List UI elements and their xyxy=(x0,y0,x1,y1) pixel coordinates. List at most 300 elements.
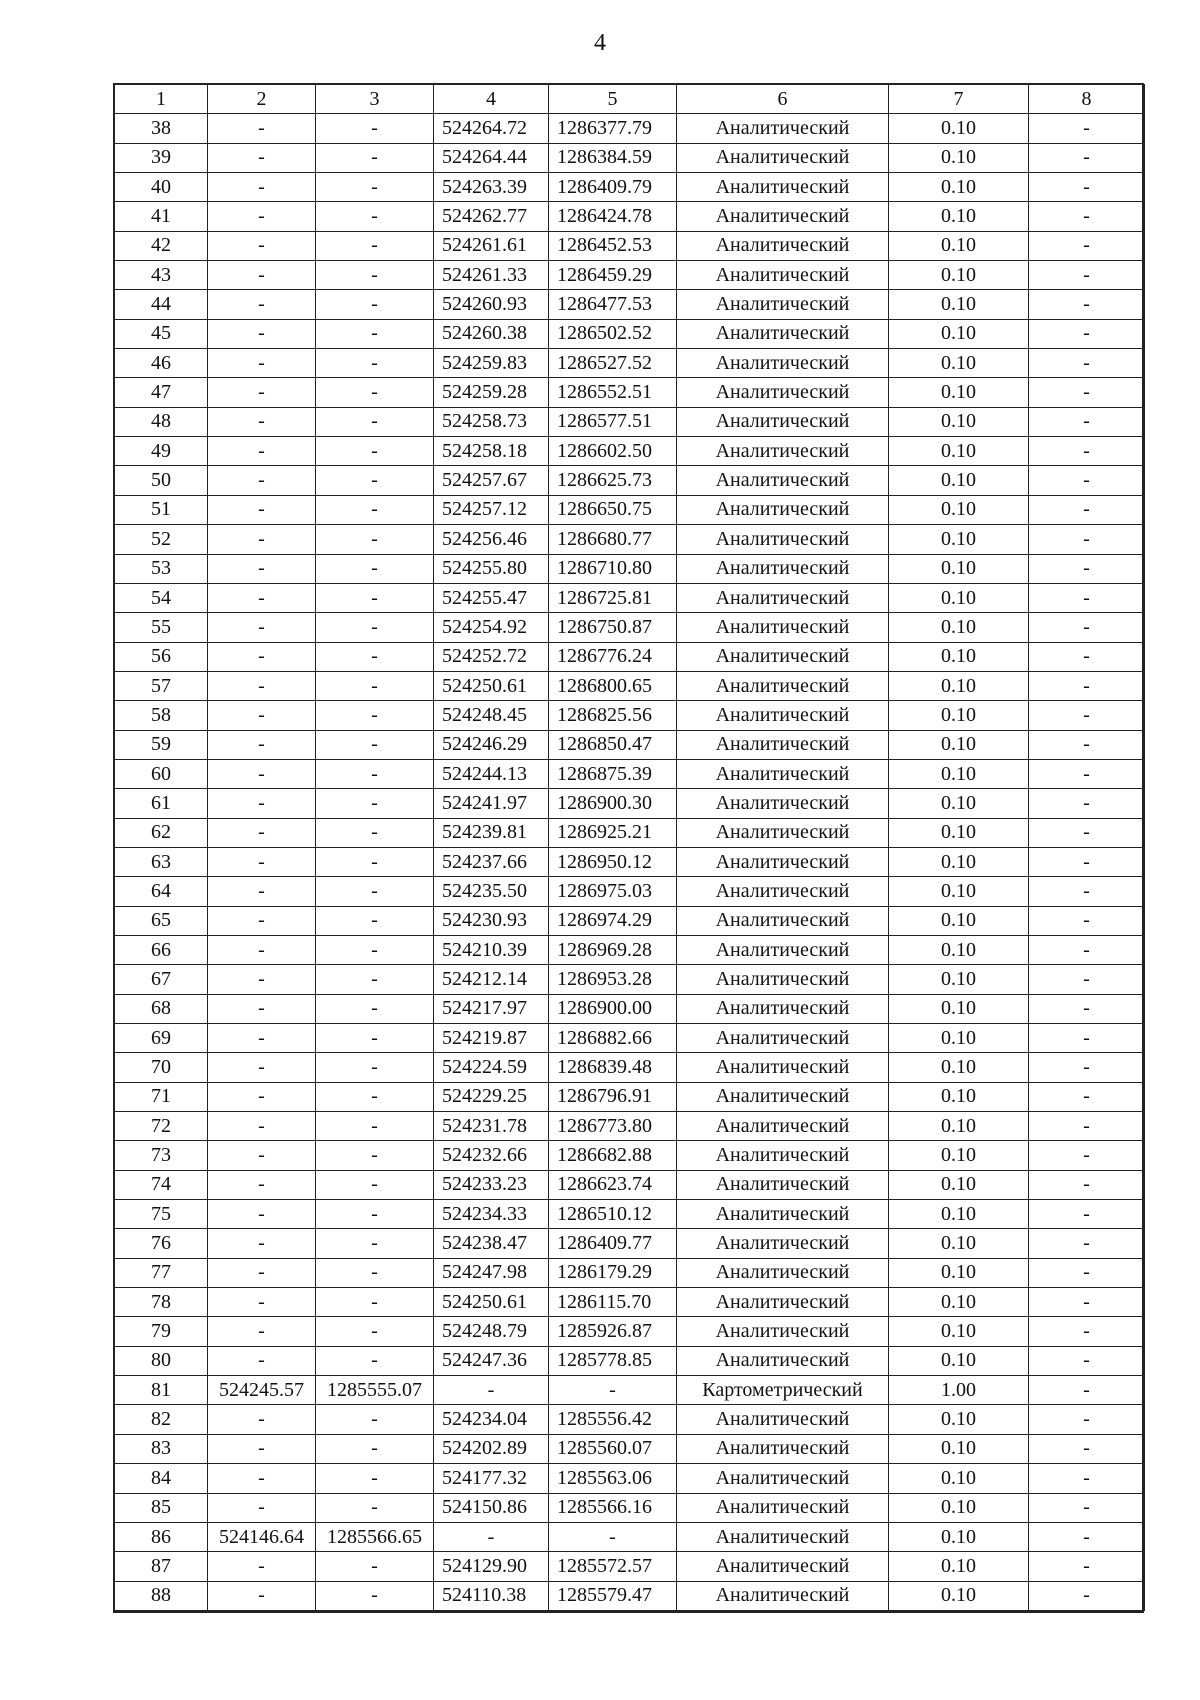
old-x-cell: - xyxy=(208,642,316,671)
point-number-cell: 38 xyxy=(115,114,208,143)
accuracy-cell: 0.10 xyxy=(889,1024,1029,1053)
new-y-cell: 1286409.79 xyxy=(549,173,677,202)
old-y-cell: - xyxy=(316,143,434,172)
description-cell: - xyxy=(1029,1170,1145,1199)
new-x-cell: 524257.67 xyxy=(434,466,549,495)
old-y-cell: - xyxy=(316,1405,434,1434)
description-cell: - xyxy=(1029,1464,1145,1493)
table-row xyxy=(115,1434,1145,1463)
accuracy-cell: 0.10 xyxy=(889,1317,1029,1346)
point-number-cell: 69 xyxy=(115,1024,208,1053)
new-y-cell: 1286650.75 xyxy=(549,495,677,524)
point-number-cell: 51 xyxy=(115,495,208,524)
column-header: 2 xyxy=(208,85,316,114)
new-y-cell: 1285579.47 xyxy=(549,1581,677,1610)
old-x-cell: - xyxy=(208,1288,316,1317)
table-row xyxy=(115,1082,1145,1111)
new-x-cell: 524217.97 xyxy=(434,994,549,1023)
accuracy-cell: 0.10 xyxy=(889,554,1029,583)
new-y-cell: 1286115.70 xyxy=(549,1288,677,1317)
method-cell: Аналитический xyxy=(677,231,889,260)
old-y-cell: - xyxy=(316,1200,434,1229)
point-number-cell: 60 xyxy=(115,759,208,788)
table-row xyxy=(115,1552,1145,1581)
accuracy-cell: 0.10 xyxy=(889,1581,1029,1610)
old-y-cell: - xyxy=(316,554,434,583)
new-y-cell: 1286179.29 xyxy=(549,1258,677,1287)
new-x-cell: 524258.73 xyxy=(434,407,549,436)
new-y-cell: 1286409.77 xyxy=(549,1229,677,1258)
point-number-cell: 49 xyxy=(115,437,208,466)
new-x-cell: 524252.72 xyxy=(434,642,549,671)
description-cell: - xyxy=(1029,143,1145,172)
old-x-cell: - xyxy=(208,789,316,818)
old-x-cell: - xyxy=(208,1493,316,1522)
new-x-cell: 524257.12 xyxy=(434,495,549,524)
column-header: 8 xyxy=(1029,85,1145,114)
new-x-cell: 524248.79 xyxy=(434,1317,549,1346)
new-y-cell: 1286452.53 xyxy=(549,231,677,260)
point-number-cell: 40 xyxy=(115,173,208,202)
old-y-cell: - xyxy=(316,1493,434,1522)
point-number-cell: 53 xyxy=(115,554,208,583)
point-number-cell: 63 xyxy=(115,847,208,876)
method-cell: Аналитический xyxy=(677,1229,889,1258)
table-row xyxy=(115,1229,1145,1258)
old-y-cell: - xyxy=(316,1258,434,1287)
new-y-cell: 1286850.47 xyxy=(549,730,677,759)
method-cell: Аналитический xyxy=(677,378,889,407)
point-number-cell: 84 xyxy=(115,1464,208,1493)
description-cell: - xyxy=(1029,202,1145,231)
table-row xyxy=(115,1200,1145,1229)
method-cell: Аналитический xyxy=(677,789,889,818)
new-y-cell: 1286502.52 xyxy=(549,319,677,348)
method-cell: Аналитический xyxy=(677,495,889,524)
description-cell: - xyxy=(1029,671,1145,700)
new-x-cell: 524231.78 xyxy=(434,1112,549,1141)
accuracy-cell: 0.10 xyxy=(889,437,1029,466)
table-row xyxy=(115,642,1145,671)
old-x-cell: - xyxy=(208,935,316,964)
new-y-cell: 1286682.88 xyxy=(549,1141,677,1170)
old-y-cell: - xyxy=(316,495,434,524)
accuracy-cell: 0.10 xyxy=(889,466,1029,495)
old-y-cell: - xyxy=(316,1317,434,1346)
new-y-cell: 1286602.50 xyxy=(549,437,677,466)
column-header: 3 xyxy=(316,85,434,114)
old-y-cell: - xyxy=(316,407,434,436)
description-cell: - xyxy=(1029,173,1145,202)
old-x-cell: - xyxy=(208,1200,316,1229)
method-cell: Аналитический xyxy=(677,1141,889,1170)
old-y-cell: - xyxy=(316,847,434,876)
point-number-cell: 50 xyxy=(115,466,208,495)
new-x-cell: 524255.47 xyxy=(434,583,549,612)
table-body xyxy=(115,114,1145,1611)
accuracy-cell: 0.10 xyxy=(889,1170,1029,1199)
method-cell: Аналитический xyxy=(677,642,889,671)
description-cell: - xyxy=(1029,349,1145,378)
point-number-cell: 86 xyxy=(115,1522,208,1551)
new-y-cell: 1286800.65 xyxy=(549,671,677,700)
method-cell: Аналитический xyxy=(677,1112,889,1141)
old-x-cell: - xyxy=(208,906,316,935)
old-x-cell: - xyxy=(208,701,316,730)
new-x-cell: 524255.80 xyxy=(434,554,549,583)
method-cell: Аналитический xyxy=(677,554,889,583)
new-y-cell: 1286625.73 xyxy=(549,466,677,495)
description-cell: - xyxy=(1029,1522,1145,1551)
point-number-cell: 64 xyxy=(115,877,208,906)
column-header: 5 xyxy=(549,85,677,114)
table-row xyxy=(115,730,1145,759)
accuracy-cell: 1.00 xyxy=(889,1376,1029,1405)
method-cell: Аналитический xyxy=(677,1053,889,1082)
old-y-cell: - xyxy=(316,759,434,788)
old-y-cell: - xyxy=(316,466,434,495)
old-y-cell: - xyxy=(316,1464,434,1493)
old-x-cell: - xyxy=(208,1170,316,1199)
new-y-cell: 1286459.29 xyxy=(549,261,677,290)
point-number-cell: 67 xyxy=(115,965,208,994)
new-x-cell: 524234.04 xyxy=(434,1405,549,1434)
table-row xyxy=(115,114,1145,143)
old-y-cell: - xyxy=(316,1082,434,1111)
new-x-cell: 524232.66 xyxy=(434,1141,549,1170)
old-y-cell: - xyxy=(316,1229,434,1258)
old-y-cell: - xyxy=(316,935,434,964)
old-x-cell: - xyxy=(208,965,316,994)
table-row xyxy=(115,407,1145,436)
accuracy-cell: 0.10 xyxy=(889,906,1029,935)
new-x-cell: 524262.77 xyxy=(434,202,549,231)
old-y-cell: - xyxy=(316,613,434,642)
accuracy-cell: 0.10 xyxy=(889,1141,1029,1170)
new-y-cell: 1285566.16 xyxy=(549,1493,677,1522)
method-cell: Аналитический xyxy=(677,671,889,700)
description-cell: - xyxy=(1029,261,1145,290)
accuracy-cell: 0.10 xyxy=(889,173,1029,202)
table-row xyxy=(115,319,1145,348)
description-cell: - xyxy=(1029,1552,1145,1581)
old-y-cell: - xyxy=(316,818,434,847)
old-x-cell: - xyxy=(208,1053,316,1082)
old-x-cell: - xyxy=(208,818,316,847)
old-x-cell: - xyxy=(208,437,316,466)
point-number-cell: 81 xyxy=(115,1376,208,1405)
table-row xyxy=(115,290,1145,319)
table-row xyxy=(115,231,1145,260)
accuracy-cell: 0.10 xyxy=(889,1053,1029,1082)
description-cell: - xyxy=(1029,1229,1145,1258)
description-cell: - xyxy=(1029,965,1145,994)
old-y-cell: - xyxy=(316,906,434,935)
new-x-cell: 524224.59 xyxy=(434,1053,549,1082)
old-y-cell: - xyxy=(316,1434,434,1463)
point-number-cell: 83 xyxy=(115,1434,208,1463)
new-y-cell: 1286384.59 xyxy=(549,143,677,172)
description-cell: - xyxy=(1029,1493,1145,1522)
new-y-cell: 1286825.56 xyxy=(549,701,677,730)
old-y-cell: - xyxy=(316,290,434,319)
method-cell: Аналитический xyxy=(677,261,889,290)
point-number-cell: 61 xyxy=(115,789,208,818)
method-cell: Аналитический xyxy=(677,1317,889,1346)
new-y-cell: 1286796.91 xyxy=(549,1082,677,1111)
accuracy-cell: 0.10 xyxy=(889,261,1029,290)
old-x-cell: - xyxy=(208,613,316,642)
column-header: 6 xyxy=(677,85,889,114)
accuracy-cell: 0.10 xyxy=(889,1522,1029,1551)
old-y-cell: - xyxy=(316,349,434,378)
table-row xyxy=(115,1053,1145,1082)
old-x-cell: - xyxy=(208,847,316,876)
new-x-cell: 524246.29 xyxy=(434,730,549,759)
description-cell: - xyxy=(1029,231,1145,260)
description-cell: - xyxy=(1029,583,1145,612)
table-row xyxy=(115,1112,1145,1141)
method-cell: Аналитический xyxy=(677,1581,889,1610)
point-number-cell: 72 xyxy=(115,1112,208,1141)
new-x-cell: 524248.45 xyxy=(434,701,549,730)
table-row xyxy=(115,847,1145,876)
method-cell: Аналитический xyxy=(677,202,889,231)
description-cell: - xyxy=(1029,378,1145,407)
method-cell: Аналитический xyxy=(677,906,889,935)
description-cell: - xyxy=(1029,290,1145,319)
description-cell: - xyxy=(1029,1024,1145,1053)
new-x-cell: 524233.23 xyxy=(434,1170,549,1199)
table-row xyxy=(115,1288,1145,1317)
method-cell: Аналитический xyxy=(677,319,889,348)
old-y-cell: - xyxy=(316,965,434,994)
table-row xyxy=(115,1464,1145,1493)
method-cell: Аналитический xyxy=(677,1434,889,1463)
page-number: 4 xyxy=(594,30,606,56)
accuracy-cell: 0.10 xyxy=(889,759,1029,788)
method-cell: Аналитический xyxy=(677,1552,889,1581)
table-row xyxy=(115,261,1145,290)
description-cell: - xyxy=(1029,935,1145,964)
table-header-row xyxy=(115,85,1145,114)
new-y-cell: 1286839.48 xyxy=(549,1053,677,1082)
old-x-cell: 524245.57 xyxy=(208,1376,316,1405)
new-x-cell: 524230.93 xyxy=(434,906,549,935)
point-number-cell: 44 xyxy=(115,290,208,319)
old-y-cell: - xyxy=(316,1141,434,1170)
point-number-cell: 68 xyxy=(115,994,208,1023)
description-cell: - xyxy=(1029,759,1145,788)
old-x-cell: - xyxy=(208,1317,316,1346)
accuracy-cell: 0.10 xyxy=(889,994,1029,1023)
table-row xyxy=(115,759,1145,788)
accuracy-cell: 0.10 xyxy=(889,1082,1029,1111)
description-cell: - xyxy=(1029,1200,1145,1229)
table-row xyxy=(115,1405,1145,1434)
table-row xyxy=(115,789,1145,818)
description-cell: - xyxy=(1029,994,1145,1023)
new-x-cell: 524244.13 xyxy=(434,759,549,788)
accuracy-cell: 0.10 xyxy=(889,231,1029,260)
table-row xyxy=(115,877,1145,906)
table-row xyxy=(115,143,1145,172)
description-cell: - xyxy=(1029,525,1145,554)
new-y-cell: 1286680.77 xyxy=(549,525,677,554)
new-x-cell: 524264.44 xyxy=(434,143,549,172)
method-cell: Аналитический xyxy=(677,466,889,495)
new-x-cell: 524150.86 xyxy=(434,1493,549,1522)
accuracy-cell: 0.10 xyxy=(889,290,1029,319)
point-number-cell: 48 xyxy=(115,407,208,436)
point-number-cell: 78 xyxy=(115,1288,208,1317)
new-x-cell: - xyxy=(434,1376,549,1405)
point-number-cell: 87 xyxy=(115,1552,208,1581)
accuracy-cell: 0.10 xyxy=(889,378,1029,407)
point-number-cell: 80 xyxy=(115,1346,208,1375)
old-y-cell: - xyxy=(316,1346,434,1375)
old-x-cell: - xyxy=(208,173,316,202)
point-number-cell: 88 xyxy=(115,1581,208,1610)
accuracy-cell: 0.10 xyxy=(889,1200,1029,1229)
table-row xyxy=(115,1346,1145,1375)
new-x-cell: 524263.39 xyxy=(434,173,549,202)
accuracy-cell: 0.10 xyxy=(889,525,1029,554)
old-x-cell: - xyxy=(208,759,316,788)
method-cell: Аналитический xyxy=(677,1024,889,1053)
point-number-cell: 58 xyxy=(115,701,208,730)
new-y-cell: 1286900.30 xyxy=(549,789,677,818)
old-y-cell: - xyxy=(316,877,434,906)
method-cell: Аналитический xyxy=(677,143,889,172)
accuracy-cell: 0.10 xyxy=(889,671,1029,700)
method-cell: Аналитический xyxy=(677,290,889,319)
accuracy-cell: 0.10 xyxy=(889,1434,1029,1463)
old-x-cell: - xyxy=(208,378,316,407)
accuracy-cell: 0.10 xyxy=(889,1346,1029,1375)
accuracy-cell: 0.10 xyxy=(889,847,1029,876)
old-y-cell: - xyxy=(316,114,434,143)
old-x-cell: - xyxy=(208,1024,316,1053)
old-y-cell: - xyxy=(316,701,434,730)
point-number-cell: 45 xyxy=(115,319,208,348)
method-cell: Аналитический xyxy=(677,1493,889,1522)
new-x-cell: 524235.50 xyxy=(434,877,549,906)
method-cell: Аналитический xyxy=(677,1082,889,1111)
description-cell: - xyxy=(1029,818,1145,847)
old-x-cell: - xyxy=(208,114,316,143)
accuracy-cell: 0.10 xyxy=(889,143,1029,172)
old-y-cell: - xyxy=(316,583,434,612)
accuracy-cell: 0.10 xyxy=(889,789,1029,818)
accuracy-cell: 0.10 xyxy=(889,1258,1029,1287)
accuracy-cell: 0.10 xyxy=(889,613,1029,642)
method-cell: Аналитический xyxy=(677,437,889,466)
description-cell: - xyxy=(1029,1288,1145,1317)
old-y-cell: - xyxy=(316,525,434,554)
old-y-cell: - xyxy=(316,1024,434,1053)
new-x-cell: 524202.89 xyxy=(434,1434,549,1463)
method-cell: Аналитический xyxy=(677,818,889,847)
old-y-cell: - xyxy=(316,994,434,1023)
old-y-cell: - xyxy=(316,671,434,700)
new-y-cell: 1286882.66 xyxy=(549,1024,677,1053)
table-row xyxy=(115,1581,1145,1610)
point-number-cell: 79 xyxy=(115,1317,208,1346)
point-number-cell: 47 xyxy=(115,378,208,407)
new-y-cell: 1285572.57 xyxy=(549,1552,677,1581)
accuracy-cell: 0.10 xyxy=(889,642,1029,671)
point-number-cell: 41 xyxy=(115,202,208,231)
new-x-cell: 524210.39 xyxy=(434,935,549,964)
new-x-cell: 524264.72 xyxy=(434,114,549,143)
old-x-cell: - xyxy=(208,583,316,612)
description-cell: - xyxy=(1029,1053,1145,1082)
new-x-cell: 524254.92 xyxy=(434,613,549,642)
new-y-cell: 1286776.24 xyxy=(549,642,677,671)
table-row xyxy=(115,671,1145,700)
old-x-cell: - xyxy=(208,202,316,231)
new-y-cell: 1286974.29 xyxy=(549,906,677,935)
point-number-cell: 73 xyxy=(115,1141,208,1170)
method-cell: Аналитический xyxy=(677,847,889,876)
point-number-cell: 66 xyxy=(115,935,208,964)
point-number-cell: 62 xyxy=(115,818,208,847)
description-cell: - xyxy=(1029,1581,1145,1610)
table-row xyxy=(115,173,1145,202)
old-x-cell: - xyxy=(208,554,316,583)
new-x-cell: 524177.32 xyxy=(434,1464,549,1493)
accuracy-cell: 0.10 xyxy=(889,1229,1029,1258)
old-y-cell: - xyxy=(316,231,434,260)
old-y-cell: - xyxy=(316,378,434,407)
new-x-cell: 524247.98 xyxy=(434,1258,549,1287)
old-x-cell: - xyxy=(208,1434,316,1463)
accuracy-cell: 0.10 xyxy=(889,1464,1029,1493)
point-number-cell: 75 xyxy=(115,1200,208,1229)
new-x-cell: 524129.90 xyxy=(434,1552,549,1581)
old-y-cell: - xyxy=(316,1581,434,1610)
old-y-cell: - xyxy=(316,261,434,290)
point-number-cell: 42 xyxy=(115,231,208,260)
description-cell: - xyxy=(1029,495,1145,524)
method-cell: Аналитический xyxy=(677,965,889,994)
point-number-cell: 57 xyxy=(115,671,208,700)
description-cell: - xyxy=(1029,466,1145,495)
new-y-cell: 1286577.51 xyxy=(549,407,677,436)
new-x-cell: 524212.14 xyxy=(434,965,549,994)
new-x-cell: 524256.46 xyxy=(434,525,549,554)
new-x-cell: 524261.61 xyxy=(434,231,549,260)
old-y-cell: 1285555.07 xyxy=(316,1376,434,1405)
old-y-cell: - xyxy=(316,202,434,231)
table-row xyxy=(115,349,1145,378)
old-x-cell: 524146.64 xyxy=(208,1522,316,1551)
method-cell: Аналитический xyxy=(677,613,889,642)
method-cell: Аналитический xyxy=(677,114,889,143)
table-row xyxy=(115,1493,1145,1522)
old-x-cell: - xyxy=(208,1229,316,1258)
description-cell: - xyxy=(1029,1258,1145,1287)
accuracy-cell: 0.10 xyxy=(889,114,1029,143)
accuracy-cell: 0.10 xyxy=(889,965,1029,994)
point-number-cell: 85 xyxy=(115,1493,208,1522)
new-y-cell: 1286975.03 xyxy=(549,877,677,906)
table-row xyxy=(115,935,1145,964)
old-y-cell: - xyxy=(316,437,434,466)
description-cell: - xyxy=(1029,1112,1145,1141)
old-x-cell: - xyxy=(208,1405,316,1434)
